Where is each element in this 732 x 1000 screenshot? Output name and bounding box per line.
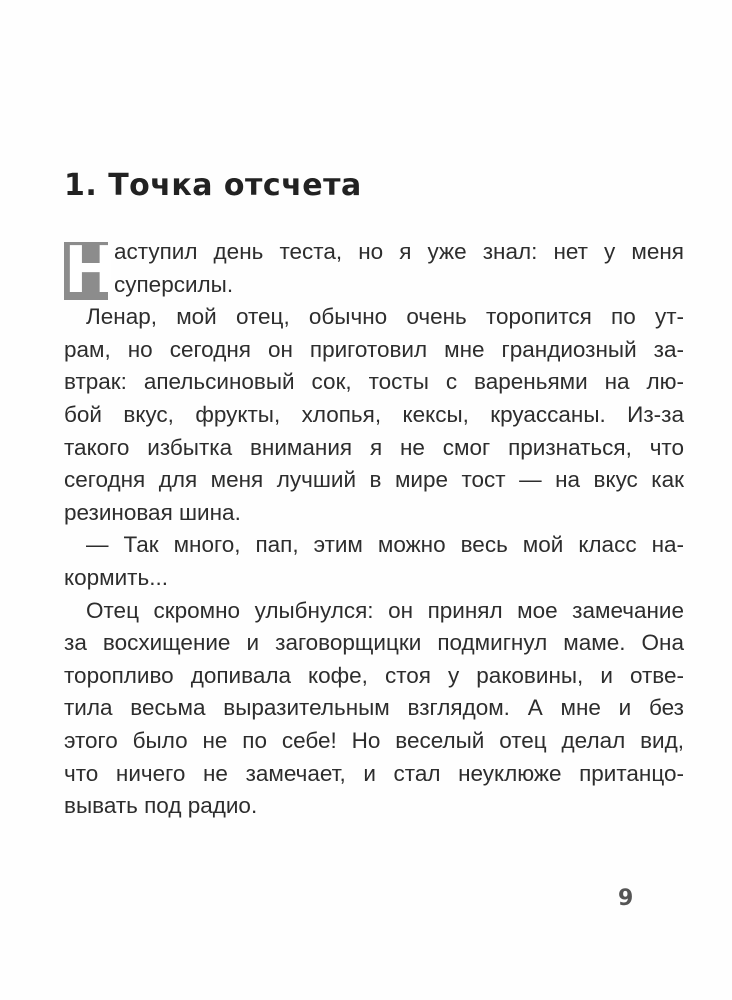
text-line: вывать под радио. — [64, 793, 258, 819]
text-line: такого избытка внимания я не смог признаться, что — [64, 434, 684, 460]
chapter-title: 1. Точка отсчета — [64, 168, 362, 203]
text-line: тила весьма выразительным взглядом. А мне и без — [64, 695, 684, 721]
text-line: торопливо допивала кофе, стоя у раковины, и отве- — [64, 662, 684, 688]
text-line: кормить... — [64, 564, 168, 590]
text-line: — Так много, пап, этим можно весь мой класс на- — [86, 532, 684, 558]
drop-cap-letter: Н — [64, 234, 118, 308]
text-line: аступил день теста, но я уже знал: нет у меня — [114, 239, 684, 264]
text-line: этого было не по себе! Но веселый отец делал вид, — [64, 727, 684, 753]
text-line: резиновая шина. — [64, 499, 241, 525]
text-line: втрак: апельсиновый сок, тосты с вареньями на лю- — [64, 369, 684, 395]
text-line: Отец скромно улыбнулся: он принял мое замечание — [86, 597, 684, 623]
text-line: за восхищение и заговорщицки подмигнул маме. Она — [64, 630, 684, 656]
page-number: 9 — [618, 886, 634, 911]
text-line: что ничего не замечает, и стал неуклюже пританцо- — [64, 760, 684, 786]
text-line: бой вкус, фрукты, хлопья, кексы, круассаны. Из-за — [64, 401, 684, 427]
text-line: суперсилы. — [114, 271, 234, 297]
text-line: сегодня для меня лучший в мире тост — на вкус как — [64, 467, 684, 493]
text-line: Ленар, мой отец, обычно очень торопится по ут- — [86, 304, 684, 330]
body-text — [64, 236, 684, 823]
text-line: рам, но сегодня он приготовил мне грандиозный за- — [64, 336, 684, 362]
